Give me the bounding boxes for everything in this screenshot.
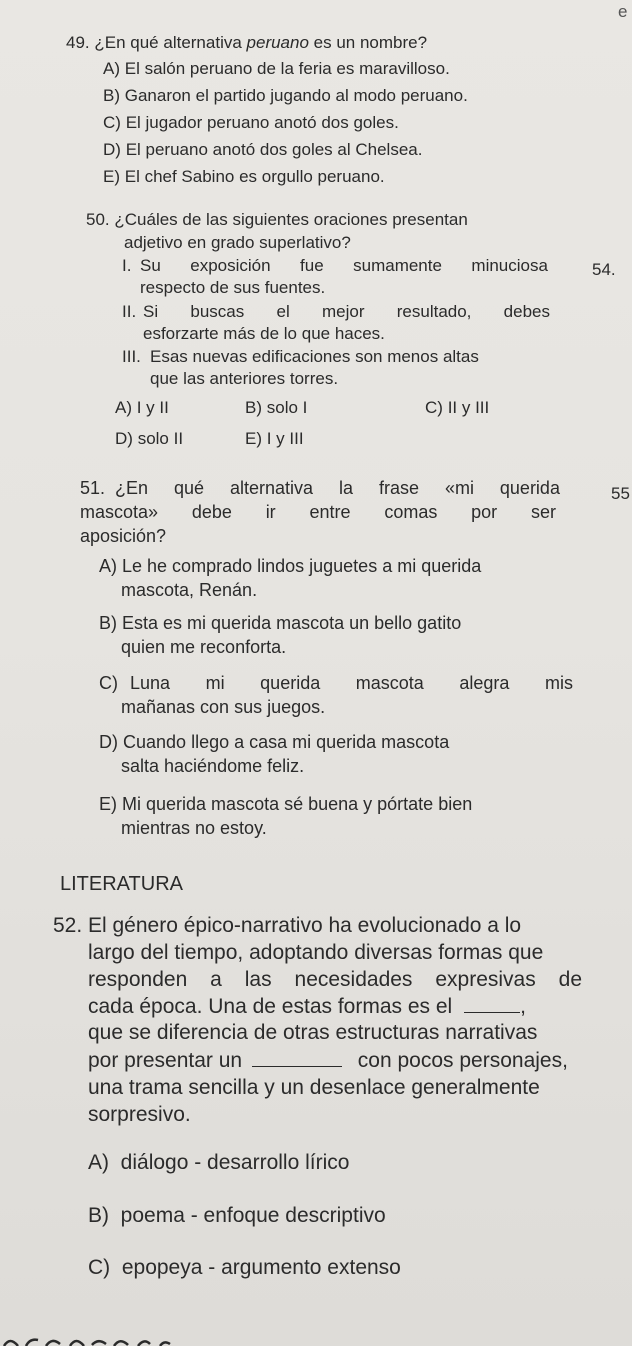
statement-ii-line2: esforzarte más de lo que haces. [143,324,385,343]
option-c[interactable] [103,113,399,133]
statement-iii-line2: que las anteriores torres. [150,369,339,388]
question-stem-line: aposición? [80,526,167,546]
question-stem-line [88,995,526,1019]
question-number: 51. [80,478,106,498]
option-c[interactable]: Luna mi querida mascota alegra mis [130,673,573,693]
question-51-stem-line1: ¿En qué alternativa la frase «mi querida [115,478,560,498]
statement-label: II. [122,302,137,321]
question-stem-line: largo del tiempo, adoptando diversas formas que [88,941,544,964]
statement-ii-line1: Si buscas el mejor resultado, debes [143,302,550,321]
option-text-continued: mascota, Renán. [121,580,258,600]
question-stem-before: ¿En qué alternativa [94,33,247,52]
question-stem-line [88,1049,568,1073]
option-text-continued: mañanas con sus juegos. [121,697,326,717]
option-a[interactable] [99,556,481,577]
question-49-stem [66,33,427,53]
option-letter: B) [245,398,262,417]
question-stem-text: con pocos personajes, [357,1049,568,1072]
option-a[interactable] [103,59,450,79]
statement-iii-line1: Esas nuevas edificaciones son menos altas [150,347,479,366]
option-text: I y III [266,429,304,448]
option-text: El peruano anotó dos goles al Chelsea. [125,140,423,159]
option-text: I y II [136,398,169,417]
statement-label: I. [122,256,132,275]
question-stem-line: ¿Cuáles de las siguientes oraciones presentan [114,210,468,229]
question-stem-text: por presentar un [88,1049,243,1072]
option-letter: B) [88,1204,109,1227]
corner-mark: e [618,2,628,21]
option-letter: D) [99,732,118,752]
option-text: El jugador peruano anotó dos goles. [125,113,399,132]
option-c-letter[interactable]: C) [99,673,118,693]
question-stem-text: cada época. Una de estas formas es el [88,995,453,1018]
option-text: solo II [137,429,184,448]
option-e[interactable] [103,167,385,187]
option-b[interactable] [245,398,307,418]
next-column-question-number: 54. [592,260,616,279]
option-c[interactable] [425,398,489,418]
question-stem-text: , [520,995,526,1018]
option-c[interactable] [88,1256,401,1280]
option-letter: B) [103,86,120,105]
option-letter: C) [103,113,121,132]
option-text: II y III [447,398,490,417]
option-b[interactable] [88,1204,386,1228]
question-50-stem [86,210,468,230]
option-letter: C) [425,398,443,417]
option-d[interactable] [103,140,422,160]
option-letter: D) [115,429,133,448]
option-letter: A) [115,398,132,417]
statement-label: III. [122,347,141,366]
cut-off-text-fragment [0,1332,190,1346]
statement-i-line1: Su exposición fue sumamente minuciosa [140,256,548,275]
answer-blank-2[interactable] [252,1050,342,1067]
question-51-stem-line2: mascota» debe ir entre comas por ser [80,502,556,522]
option-a[interactable] [88,1151,349,1175]
option-text: Le he comprado lindos juguetes a mi querida [122,556,482,576]
answer-blank-1[interactable] [464,996,520,1013]
question-stem-line: que se diferencia de otras estructuras narrativas [88,1021,538,1044]
option-text: Ganaron el partido jugando al modo peruano. [124,86,468,105]
option-d[interactable] [115,429,183,449]
question-52-line3: responden a las necesidades expresivas de [88,968,582,991]
option-letter: B) [99,613,117,633]
option-text: Mi querida mascota sé buena y pórtate bien [122,794,473,814]
statement-i-line2: respecto de sus fuentes. [140,278,326,297]
option-e[interactable] [245,429,304,449]
question-stem-line: una trama sencilla y un desenlace generalmente [88,1076,540,1099]
option-text: epopeya - argumento extenso [121,1256,401,1279]
question-stem-line: adjetivo en grado superlativo? [124,233,351,252]
option-d[interactable] [99,732,449,753]
option-text: Cuando llego a casa mi querida mascota [123,732,450,752]
option-e[interactable] [99,794,472,815]
option-text-continued: mientras no estoy. [121,818,267,838]
option-text: El salón peruano de la feria es maravilloso. [124,59,450,78]
question-stem-line: El género épico-narrativo ha evolucionado a lo [88,914,522,937]
question-number: 50. [86,210,110,229]
option-letter: E) [99,794,117,814]
option-letter: A) [99,556,117,576]
option-b[interactable] [99,613,461,634]
option-letter: A) [88,1151,109,1174]
option-text-continued: quien me reconforta. [121,637,287,657]
question-stem-line: sorpresivo. [88,1103,191,1126]
question-number: 49. [66,33,90,52]
option-text: El chef Sabino es orgullo peruano. [124,167,385,186]
option-text: poema - enfoque descriptivo [120,1204,386,1227]
option-text: solo I [266,398,308,417]
option-letter: E) [103,167,120,186]
section-title: LITERATURA [60,873,183,895]
question-stem-italic: peruano [246,33,309,52]
option-text: Esta es mi querida mascota un bello gatito [122,613,462,633]
option-text: diálogo - desarrollo lírico [120,1151,350,1174]
question-number: 52. [53,914,83,937]
option-letter: A) [103,59,120,78]
option-letter: C) [88,1256,111,1279]
question-stem-after: es un nombre? [308,33,428,52]
option-letter: E) [245,429,262,448]
option-letter: D) [103,140,121,159]
option-b[interactable] [103,86,468,106]
option-a[interactable] [115,398,169,418]
next-column-question-number: 55 [611,484,630,503]
option-text-continued: salta haciéndome feliz. [121,756,305,776]
